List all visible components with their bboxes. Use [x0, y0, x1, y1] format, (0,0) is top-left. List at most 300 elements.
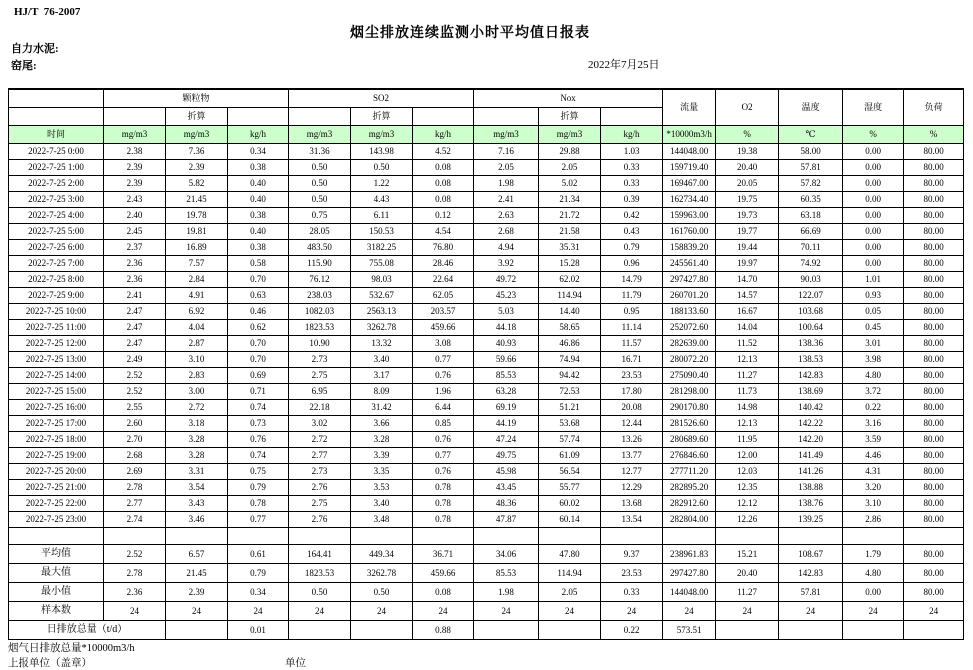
value-cell: 3.00	[166, 384, 228, 400]
value-cell: 10.90	[289, 336, 351, 352]
summary-label-cell: 最小值	[9, 583, 104, 602]
value-cell: 47.87	[474, 512, 539, 528]
value-cell: 0.46	[228, 304, 289, 320]
value-cell: 103.68	[779, 304, 843, 320]
value-cell: 2.45	[104, 224, 166, 240]
value-cell: 0.78	[413, 480, 474, 496]
hour-row	[9, 448, 964, 464]
time-cell: 2022-7-25 14:00	[9, 368, 104, 384]
value-cell: 15.28	[539, 256, 601, 272]
value-cell: 60.35	[779, 192, 843, 208]
value-cell: 0.33	[601, 160, 663, 176]
header-empty-cell	[474, 108, 539, 126]
value-cell: 24	[539, 602, 601, 621]
value-cell: 3.28	[166, 432, 228, 448]
value-cell: 0.39	[601, 192, 663, 208]
value-cell: 0.88	[413, 621, 474, 640]
value-cell: 12.35	[716, 480, 779, 496]
value-cell: 24	[601, 602, 663, 621]
value-cell: 60.02	[539, 496, 601, 512]
value-cell: 4.80	[843, 368, 904, 384]
value-cell: 12.29	[601, 480, 663, 496]
value-cell: 16.89	[166, 240, 228, 256]
value-cell: 57.74	[539, 432, 601, 448]
value-cell: 80.00	[904, 256, 964, 272]
value-cell: 31.36	[289, 144, 351, 160]
value-cell: 245561.40	[663, 256, 716, 272]
value-cell: 3.20	[843, 480, 904, 496]
value-cell: 24	[904, 602, 964, 621]
value-cell: 0.42	[601, 208, 663, 224]
value-cell: 3.10	[166, 352, 228, 368]
value-cell: 80.00	[904, 583, 964, 602]
hour-row	[9, 480, 964, 496]
value-cell: 161760.00	[663, 224, 716, 240]
value-cell: 138.36	[779, 336, 843, 352]
value-cell: 282912.60	[663, 496, 716, 512]
value-cell: 0.96	[601, 256, 663, 272]
value-cell: 203.57	[413, 304, 474, 320]
value-cell: 2.76	[289, 480, 351, 496]
value-cell: 2.78	[104, 480, 166, 496]
value-cell: 2.68	[474, 224, 539, 240]
value-cell: 138.88	[779, 480, 843, 496]
value-cell: 31.42	[351, 400, 413, 416]
summary-row	[9, 545, 964, 564]
company-label: 自力水泥:	[11, 43, 59, 55]
value-cell: 144048.00	[663, 583, 716, 602]
reporting-unit-label: 上报单位（盖章）	[8, 658, 92, 669]
value-cell: 0.50	[351, 160, 413, 176]
hour-row	[9, 416, 964, 432]
value-cell: 16.71	[601, 352, 663, 368]
value-cell: 141.26	[779, 464, 843, 480]
time-cell: 2022-7-25 5:00	[9, 224, 104, 240]
value-cell: 0.33	[601, 583, 663, 602]
time-cell: 2022-7-25 11:00	[9, 320, 104, 336]
value-cell: 7.36	[166, 144, 228, 160]
value-cell: 290170.80	[663, 400, 716, 416]
value-cell: 275090.40	[663, 368, 716, 384]
value-cell: 23.53	[601, 368, 663, 384]
value-cell: 142.83	[779, 564, 843, 583]
value-cell: 90.03	[779, 272, 843, 288]
value-cell: 2.38	[104, 144, 166, 160]
value-cell: 0.71	[228, 384, 289, 400]
header-time: 时间	[9, 126, 104, 144]
value-cell: 139.25	[779, 512, 843, 528]
value-cell: 142.83	[779, 368, 843, 384]
value-cell: 4.46	[843, 448, 904, 464]
value-cell: 3.92	[474, 256, 539, 272]
value-cell: 11.52	[716, 336, 779, 352]
value-cell: 0.40	[228, 224, 289, 240]
value-cell: 28.05	[289, 224, 351, 240]
value-cell: 0.38	[228, 240, 289, 256]
hour-row	[9, 512, 964, 528]
value-cell: 282639.00	[663, 336, 716, 352]
value-cell: 277711.20	[663, 464, 716, 480]
value-cell: 0.63	[228, 288, 289, 304]
value-cell: 2.76	[289, 512, 351, 528]
time-cell: 2022-7-25 10:00	[9, 304, 104, 320]
value-cell: 114.94	[539, 288, 601, 304]
value-cell: 85.53	[474, 564, 539, 583]
value-cell: 80.00	[904, 288, 964, 304]
value-cell: 2.43	[104, 192, 166, 208]
value-cell: 3.43	[166, 496, 228, 512]
value-cell: 3.40	[351, 352, 413, 368]
value-cell: 483.50	[289, 240, 351, 256]
value-cell: 0.78	[413, 496, 474, 512]
value-cell: 0.40	[228, 176, 289, 192]
value-cell: 0.74	[228, 448, 289, 464]
value-cell: 55.77	[539, 480, 601, 496]
value-cell: 3.46	[166, 512, 228, 528]
value-cell: 158839.20	[663, 240, 716, 256]
time-cell: 2022-7-25 7:00	[9, 256, 104, 272]
time-cell: 2022-7-25 12:00	[9, 336, 104, 352]
empty-cell	[104, 528, 166, 545]
value-cell: 45.98	[474, 464, 539, 480]
value-cell: 169467.00	[663, 176, 716, 192]
value-cell: 3182.25	[351, 240, 413, 256]
value-cell: 3.17	[351, 368, 413, 384]
value-cell: 74.92	[779, 256, 843, 272]
value-cell	[474, 621, 539, 640]
value-cell: 76.12	[289, 272, 351, 288]
header-empty-cell	[9, 89, 104, 108]
header-empty-cell	[601, 108, 663, 126]
value-cell: 140.42	[779, 400, 843, 416]
value-cell: 43.45	[474, 480, 539, 496]
value-cell: 24	[166, 602, 228, 621]
value-cell: 2.52	[104, 368, 166, 384]
value-cell: 0.50	[289, 192, 351, 208]
value-cell: 14.04	[716, 320, 779, 336]
value-cell: 80.00	[904, 160, 964, 176]
empty-cell	[716, 528, 779, 545]
value-cell: 21.58	[539, 224, 601, 240]
value-cell: 44.19	[474, 416, 539, 432]
value-cell: 2.72	[289, 432, 351, 448]
value-cell	[351, 621, 413, 640]
value-cell: 2.75	[289, 496, 351, 512]
value-cell: 1.03	[601, 144, 663, 160]
value-cell: 19.38	[716, 144, 779, 160]
time-cell: 2022-7-25 23:00	[9, 512, 104, 528]
value-cell: 2.77	[289, 448, 351, 464]
value-cell: 280689.60	[663, 432, 716, 448]
value-cell: 9.37	[601, 545, 663, 564]
value-cell: 0.33	[601, 176, 663, 192]
value-cell: 3.16	[843, 416, 904, 432]
value-cell: 2.41	[474, 192, 539, 208]
value-cell: 1823.53	[289, 564, 351, 583]
value-cell: 13.77	[601, 448, 663, 464]
value-cell: 6.57	[166, 545, 228, 564]
header-unit-cell: mg/m3	[351, 126, 413, 144]
value-cell: 2.39	[104, 176, 166, 192]
value-cell: 20.05	[716, 176, 779, 192]
hour-row	[9, 288, 964, 304]
value-cell: 2.77	[104, 496, 166, 512]
value-cell: 6.95	[289, 384, 351, 400]
value-cell: 11.73	[716, 384, 779, 400]
value-cell: 14.98	[716, 400, 779, 416]
value-cell: 0.93	[843, 288, 904, 304]
value-cell: 0.77	[413, 352, 474, 368]
header-pm-group: 颗粒物	[104, 89, 289, 108]
value-cell: 5.03	[474, 304, 539, 320]
empty-cell	[228, 528, 289, 545]
value-cell: 2.84	[166, 272, 228, 288]
value-cell: 4.94	[474, 240, 539, 256]
value-cell: 14.40	[539, 304, 601, 320]
summary-label-cell: 样本数	[9, 602, 104, 621]
hour-row	[9, 352, 964, 368]
empty-cell	[843, 528, 904, 545]
value-cell: 159719.40	[663, 160, 716, 176]
value-cell: 6.11	[351, 208, 413, 224]
value-cell: 2.37	[104, 240, 166, 256]
value-cell: 0.08	[413, 176, 474, 192]
value-cell: 94.42	[539, 368, 601, 384]
value-cell: 44.18	[474, 320, 539, 336]
value-cell: 80.00	[904, 480, 964, 496]
time-cell: 2022-7-25 13:00	[9, 352, 104, 368]
value-cell: 0.95	[601, 304, 663, 320]
report-title: 烟尘排放连续监测小时平均值日报表	[350, 26, 590, 41]
value-cell: 20.40	[716, 564, 779, 583]
value-cell: 0.50	[289, 176, 351, 192]
value-cell: 12.12	[716, 496, 779, 512]
time-cell: 2022-7-25 8:00	[9, 272, 104, 288]
value-cell: 1.79	[843, 545, 904, 564]
value-cell: 24	[289, 602, 351, 621]
value-cell	[716, 621, 779, 640]
value-cell: 2.55	[104, 400, 166, 416]
value-cell: 3.40	[351, 496, 413, 512]
value-cell: 8.09	[351, 384, 413, 400]
value-cell: 2.40	[104, 208, 166, 224]
value-cell: 1823.53	[289, 320, 351, 336]
value-cell: 5.02	[539, 176, 601, 192]
value-cell: 2.68	[104, 448, 166, 464]
value-cell: 24	[779, 602, 843, 621]
value-cell: 47.80	[539, 545, 601, 564]
value-cell: 24	[104, 602, 166, 621]
value-cell: 164.41	[289, 545, 351, 564]
hour-row	[9, 384, 964, 400]
value-cell: 57.81	[779, 583, 843, 602]
value-cell	[289, 621, 351, 640]
header-empty-cell	[9, 108, 104, 126]
header-unit-cell: %	[843, 126, 904, 144]
value-cell: 449.34	[351, 545, 413, 564]
value-cell: 2.72	[166, 400, 228, 416]
value-cell: 80.00	[904, 432, 964, 448]
value-cell: 0.43	[601, 224, 663, 240]
value-cell: 0.00	[843, 208, 904, 224]
time-cell: 2022-7-25 1:00	[9, 160, 104, 176]
value-cell: 0.22	[601, 621, 663, 640]
table-body	[9, 144, 964, 640]
value-cell: 21.45	[166, 192, 228, 208]
monitoring-table	[8, 88, 964, 640]
value-cell: 5.82	[166, 176, 228, 192]
value-cell: 2.49	[104, 352, 166, 368]
value-cell: 4.80	[843, 564, 904, 583]
value-cell: 45.23	[474, 288, 539, 304]
empty-cell	[289, 528, 351, 545]
summary-label-cell: 最大值	[9, 564, 104, 583]
value-cell: 80.00	[904, 224, 964, 240]
value-cell: 281298.00	[663, 384, 716, 400]
time-cell: 2022-7-25 0:00	[9, 144, 104, 160]
value-cell: 3.01	[843, 336, 904, 352]
value-cell: 34.06	[474, 545, 539, 564]
value-cell: 80.00	[904, 240, 964, 256]
value-cell: 11.27	[716, 583, 779, 602]
value-cell: 2.60	[104, 416, 166, 432]
value-cell: 19.75	[716, 192, 779, 208]
unit-label: 单位	[285, 658, 306, 669]
header-unit-cell: *10000m3/h	[663, 126, 716, 144]
value-cell: 755.08	[351, 256, 413, 272]
hour-row	[9, 192, 964, 208]
value-cell: 150.53	[351, 224, 413, 240]
value-cell: 4.91	[166, 288, 228, 304]
value-cell: 0.85	[413, 416, 474, 432]
value-cell: 2.83	[166, 368, 228, 384]
value-cell: 22.18	[289, 400, 351, 416]
value-cell: 63.28	[474, 384, 539, 400]
value-cell	[166, 621, 228, 640]
value-cell: 1082.03	[289, 304, 351, 320]
value-cell: 2.78	[104, 564, 166, 583]
value-cell: 36.71	[413, 545, 474, 564]
header-unit-cell: mg/m3	[289, 126, 351, 144]
value-cell: 80.00	[904, 272, 964, 288]
value-cell: 6.44	[413, 400, 474, 416]
value-cell: 24	[716, 602, 779, 621]
empty-cell	[351, 528, 413, 545]
value-cell: 80.00	[904, 564, 964, 583]
value-cell: 12.44	[601, 416, 663, 432]
value-cell: 2.63	[474, 208, 539, 224]
value-cell: 238961.83	[663, 545, 716, 564]
value-cell: 12.03	[716, 464, 779, 480]
value-cell: 1.98	[474, 583, 539, 602]
value-cell: 80.00	[904, 545, 964, 564]
header-units-row	[9, 126, 964, 144]
value-cell: 1.96	[413, 384, 474, 400]
value-cell: 80.00	[904, 304, 964, 320]
time-cell: 2022-7-25 16:00	[9, 400, 104, 416]
value-cell: 0.79	[228, 480, 289, 496]
flue-gas-total-label: 烟气日排放总量*10000m3/h	[8, 643, 135, 654]
value-cell: 80.00	[904, 464, 964, 480]
value-cell: 19.44	[716, 240, 779, 256]
header-load: 负荷	[904, 89, 964, 126]
value-cell: 0.38	[228, 160, 289, 176]
value-cell: 0.12	[413, 208, 474, 224]
hour-row	[9, 256, 964, 272]
value-cell: 7.57	[166, 256, 228, 272]
hour-row	[9, 240, 964, 256]
value-cell: 16.67	[716, 304, 779, 320]
value-cell: 0.00	[843, 240, 904, 256]
value-cell: 21.72	[539, 208, 601, 224]
value-cell: 2.87	[166, 336, 228, 352]
value-cell: 2.69	[104, 464, 166, 480]
value-cell: 13.68	[601, 496, 663, 512]
value-cell: 13.26	[601, 432, 663, 448]
value-cell: 4.31	[843, 464, 904, 480]
value-cell: 48.36	[474, 496, 539, 512]
value-cell: 21.34	[539, 192, 601, 208]
value-cell: 3.98	[843, 352, 904, 368]
value-cell: 3.08	[413, 336, 474, 352]
value-cell: 0.62	[228, 320, 289, 336]
time-cell: 2022-7-25 9:00	[9, 288, 104, 304]
summary-row	[9, 583, 964, 602]
header-pm-converted: 折算	[166, 108, 228, 126]
header-empty-cell	[289, 108, 351, 126]
value-cell: 0.00	[843, 256, 904, 272]
empty-cell	[904, 528, 964, 545]
value-cell: 24	[474, 602, 539, 621]
value-cell: 24	[413, 602, 474, 621]
value-cell: 297427.80	[663, 564, 716, 583]
value-cell: 1.98	[474, 176, 539, 192]
empty-cell	[166, 528, 228, 545]
value-cell: 3.10	[843, 496, 904, 512]
value-cell: 0.77	[228, 512, 289, 528]
value-cell: 2.39	[104, 160, 166, 176]
value-cell: 2.05	[474, 160, 539, 176]
value-cell: 0.01	[228, 621, 289, 640]
value-cell: 3.28	[166, 448, 228, 464]
value-cell: 24	[228, 602, 289, 621]
value-cell: 4.43	[351, 192, 413, 208]
value-cell: 20.08	[601, 400, 663, 416]
value-cell: 56.54	[539, 464, 601, 480]
hour-row	[9, 496, 964, 512]
value-cell: 2.74	[104, 512, 166, 528]
value-cell: 3.02	[289, 416, 351, 432]
value-cell: 2.05	[539, 583, 601, 602]
value-cell: 3.35	[351, 464, 413, 480]
value-cell: 85.53	[474, 368, 539, 384]
value-cell: 11.79	[601, 288, 663, 304]
value-cell: 13.54	[601, 512, 663, 528]
value-cell: 28.46	[413, 256, 474, 272]
value-cell: 53.68	[539, 416, 601, 432]
hour-row	[9, 144, 964, 160]
value-cell: 24	[351, 602, 413, 621]
header-unit-cell: ℃	[779, 126, 843, 144]
empty-cell	[663, 528, 716, 545]
value-cell: 0.77	[413, 448, 474, 464]
value-cell: 17.80	[601, 384, 663, 400]
value-cell	[539, 621, 601, 640]
totals-row	[9, 621, 964, 640]
value-cell: 0.69	[228, 368, 289, 384]
time-cell: 2022-7-25 4:00	[9, 208, 104, 224]
value-cell: 0.00	[843, 192, 904, 208]
